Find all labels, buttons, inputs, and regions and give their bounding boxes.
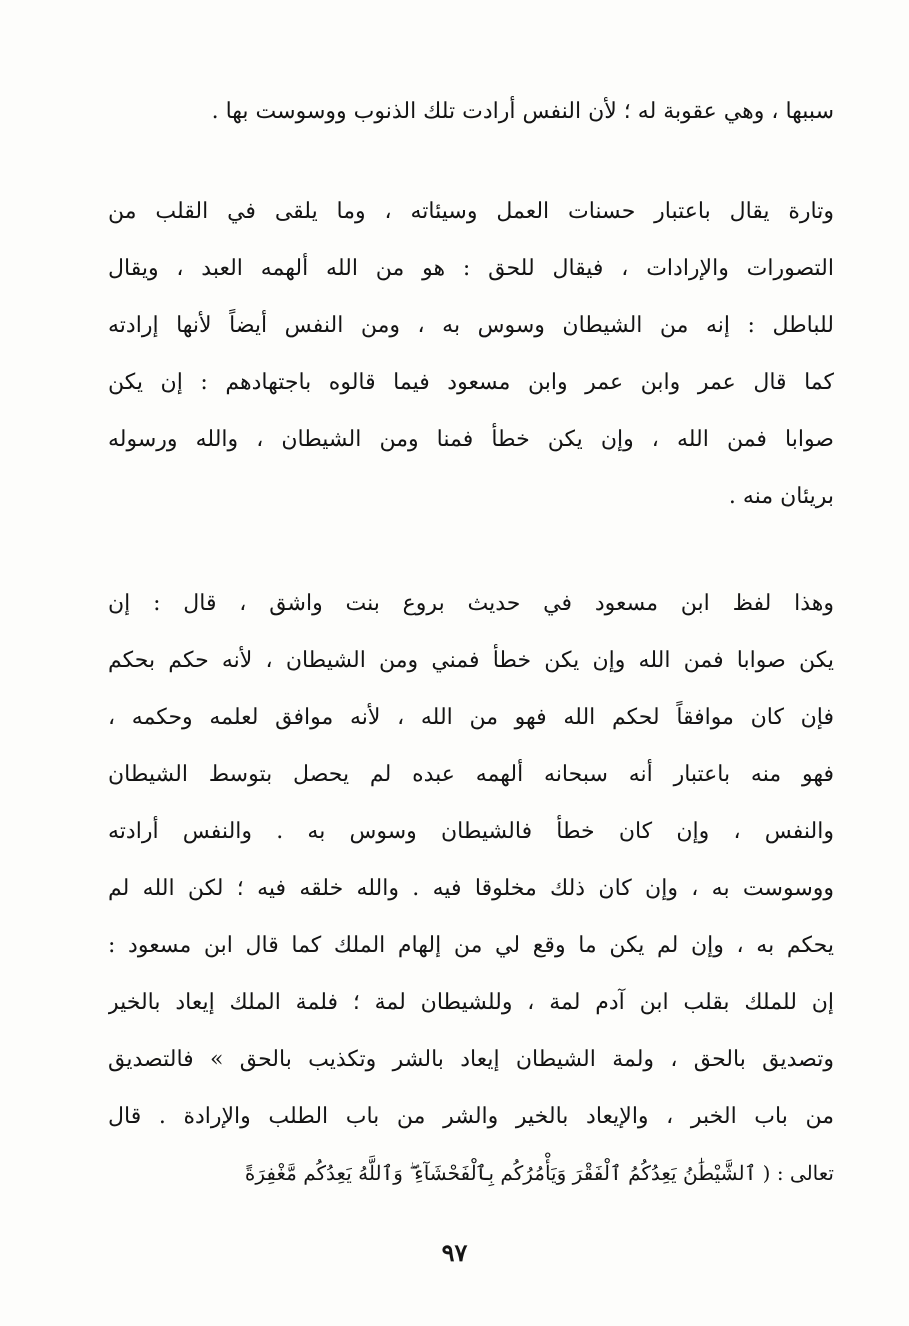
text-line: ووسوست به ، وإن كان ذلك مخلوقا فيه . والله خلقه فيه ؛ لكن الله لم [108,876,834,901]
text-line: وتارة يقال باعتبار حسنات العمل وسيئاته ، وما يلقى في القلب من [108,199,834,224]
text-line: صوابا فمن الله ، وإن يكن خطأ فمنا ومن الشيطان ، والله ورسوله [108,427,834,452]
text-line: فإن كان موافقاً لحكم الله فهو من الله ، لأنه موافق لعلمه وحكمه ، [108,705,834,730]
text-line: إن للملك بقلب ابن آدم لمة ، وللشيطان لمة ؛ فلمة الملك إيعاد بالخير [108,990,834,1015]
text-line: وهذا لفظ ابن مسعود في حديث بروع بنت واشق ، قال : إن [108,591,834,616]
text-line: التصورات والإرادات ، فيقال للحق : هو من الله ألهمه العبد ، ويقال [108,256,834,281]
quran-verse-line: تعالى : ( ٱلشَّيْطَٰنُ يَعِدُكُمُ ٱلْفَقْرَ وَيَأْمُرُكُم بِٱلْفَحْشَآءِ ۖ وَٱللَّهُ يَعِدُكُم مَّغْفِرَةً [244,1161,834,1185]
paragraph-truth-falsehood [108,183,834,525]
paragraph-ibn-masud [108,575,834,1202]
text-line: بريئان منه . [728,484,834,509]
text-line: والنفس ، وإن كان خطأ فالشيطان وسوس به . والنفس أرادته [108,819,834,844]
text-line: يكن صوابا فمن الله وإن يكن خطأ فمني ومن الشيطان ، لأنه حكم بحكم [108,648,834,673]
text-line: للباطل : إنه من الشيطان وسوس به ، ومن النفس أيضاً لأنها إرادته [108,313,834,338]
text-line: يحكم به ، وإن لم يكن ما وقع لي من إلهام الملك كما قال ابن مسعود : [108,933,834,958]
text-line: وتصديق بالحق ، ولمة الشيطان إيعاد بالشر وتكذيب بالحق » فالتصديق [108,1047,834,1072]
text-line: من باب الخبر ، والإيعاد بالخير والشر من باب الطلب والإرادة . قال [108,1104,834,1129]
page-number: ٩٧ [441,1238,468,1267]
text-line: كما قال عمر وابن عمر وابن مسعود فيما قالوه باجتهادهم : إن يكن [108,370,834,395]
paragraph-continuation [108,83,834,140]
text-line: فهو منه باعتبار أنه سبحانه ألهمه عبده لم يحصل بتوسط الشيطان [108,762,834,787]
text-line: سببها ، وهي عقوبة له ؛ لأن النفس أرادت تلك الذنوب ووسوست بها . [211,99,834,124]
